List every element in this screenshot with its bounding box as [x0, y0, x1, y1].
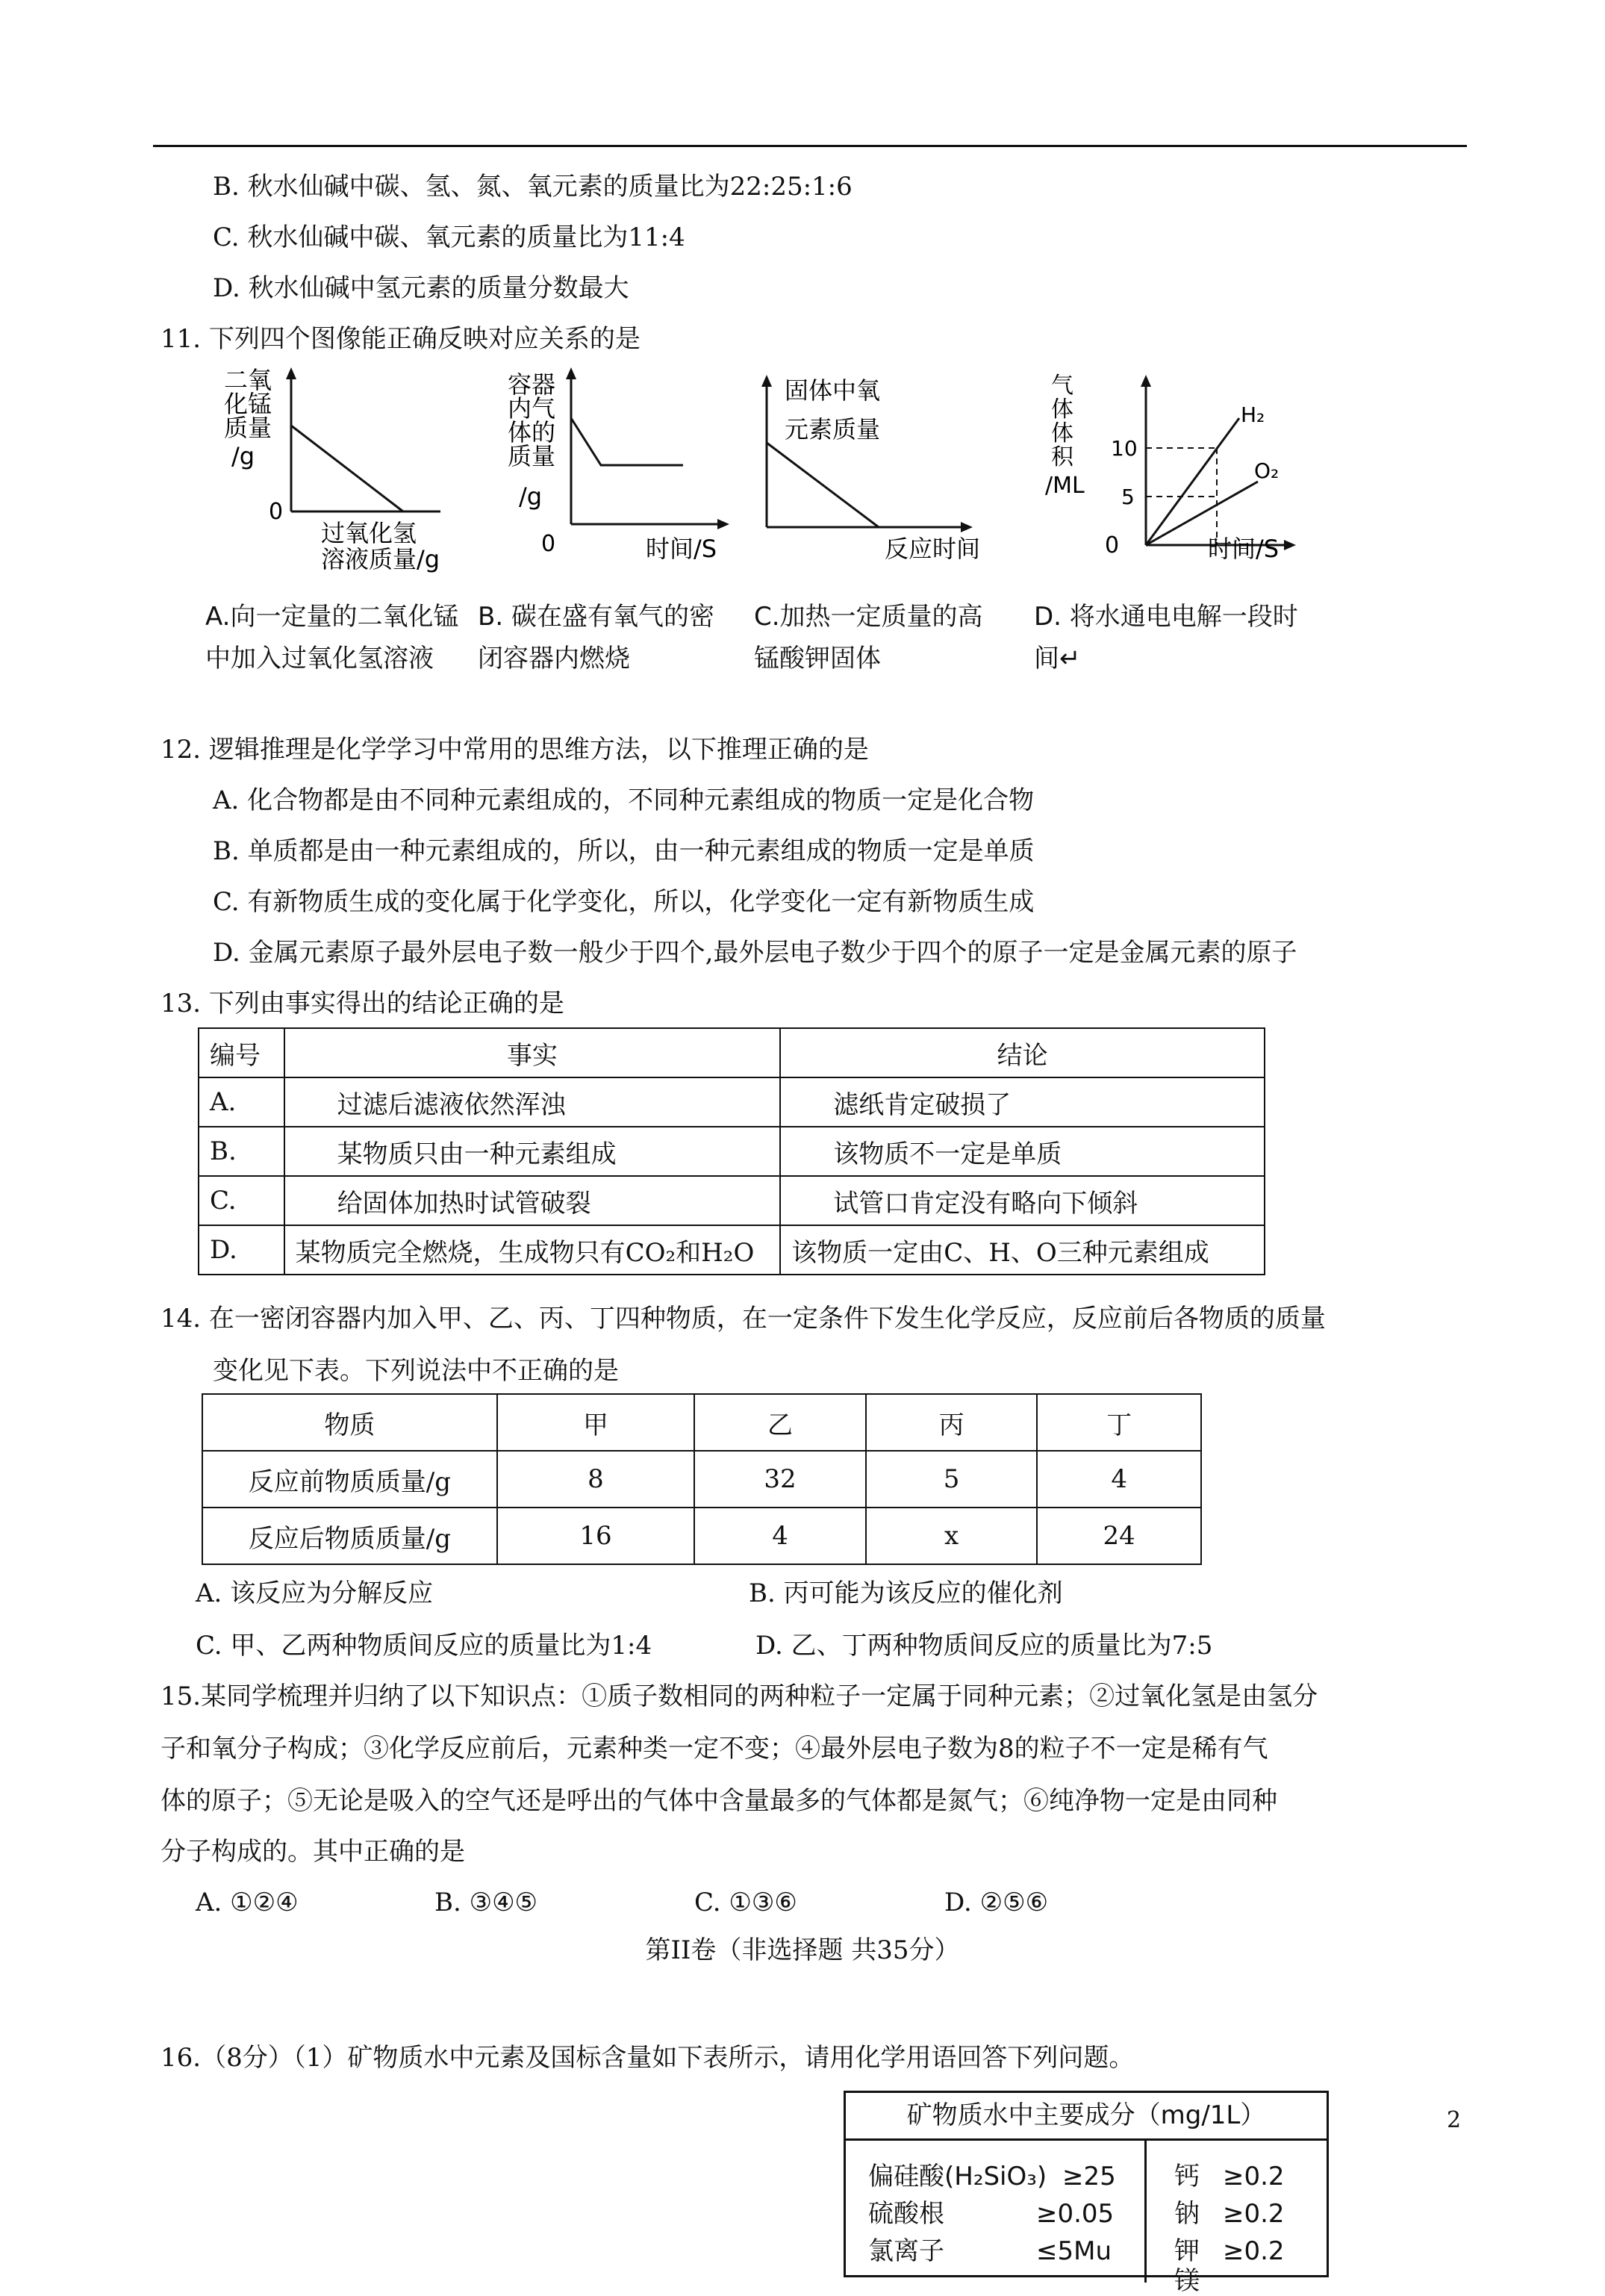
q14-option-d: D. 乙、丁两种物质间反应的质量比为7:5 — [755, 1631, 1213, 1661]
chart-a-caption: A.向一定量的二氧化锰中加入过氧化氢溶液 — [205, 602, 459, 673]
chart-d-xlabel: 时间/S — [1208, 535, 1280, 563]
chart-c-series-line — [767, 443, 879, 527]
q15-line4: 分子构成的。其中正确的是 — [160, 1837, 465, 1867]
chart-d-series-h2 — [1146, 418, 1239, 545]
q12-option-a: A. 化合物都是由不同种元素组成的，不同种元素组成的物质一定是化合物 — [213, 785, 1035, 815]
mineral-table-title: 矿物质水中主要成分（mg/1L） — [846, 2093, 1327, 2141]
mineral-right-name: 钙 — [1174, 2162, 1200, 2191]
chart-d-ylabel-2: 体 — [1051, 396, 1073, 423]
table-header-row — [199, 1028, 1265, 1077]
table-cell: 滤纸肯定破损了 — [780, 1077, 1265, 1127]
q10-option-c: C. 秋水仙碱中碳、氧元素的质量比为11:4 — [213, 223, 685, 252]
table-row — [199, 1225, 1265, 1275]
chart-b-x-arrow — [717, 519, 729, 529]
chart-b-xlabel: 时间/S — [646, 535, 717, 563]
chart-a-ylabel-4: /g — [231, 442, 255, 470]
table-cell: D. — [199, 1225, 284, 1275]
chart-a — [216, 366, 470, 585]
chart-c-y-arrow — [761, 375, 772, 387]
q13-table — [198, 1027, 1265, 1275]
table-cell: 该物质一定由C、H、O三种元素组成 — [780, 1225, 1265, 1275]
chart-d-legend-o2: O₂ — [1254, 458, 1280, 483]
table-cell: 24 — [1037, 1508, 1201, 1564]
chart-a-xlabel-1: 过氧化氢 — [321, 519, 417, 547]
chart-d-ytick-5: 5 — [1121, 485, 1135, 509]
q11-stem: 11. 下列四个图像能正确反映对应关系的是 — [160, 324, 641, 354]
table-cell: 5 — [866, 1451, 1038, 1508]
q12-option-b: B. 单质都是由一种元素组成的，所以，由一种元素组成的物质一定是单质 — [213, 836, 1035, 866]
section-title: 第II卷（非选择题 共35分） — [645, 1935, 960, 1965]
chart-a-ylabel-1: 二氧 — [224, 366, 272, 394]
chart-b-ylabel-2: 内气 — [508, 394, 556, 423]
chart-d-ylabel-1: 气 — [1051, 373, 1073, 399]
q15-option-d: D. ②⑤⑥ — [944, 1888, 1049, 1917]
mineral-left-value: ≤5Mu — [1036, 2236, 1112, 2266]
table-cell: 8 — [497, 1451, 694, 1508]
chart-d-ylabel-4: 积 — [1051, 444, 1073, 470]
chart-b-caption: B. 碳在盛有氧气的密闭容器内燃烧 — [478, 602, 714, 673]
chart-d-y-arrow — [1141, 375, 1151, 387]
chart-b-ylabel-4: 质量 — [508, 442, 556, 470]
chart-b-ylabel-5: /g — [519, 482, 543, 511]
table-row — [199, 1127, 1265, 1176]
mineral-table-divider — [1144, 2141, 1147, 2283]
table-cell: x — [866, 1508, 1038, 1564]
chart-d-legend-h2: H₂ — [1241, 402, 1265, 427]
chart-d-caption: D. 将水通电电解一段时间↵ — [1034, 602, 1298, 673]
chart-c-xlabel: 反应时间 — [885, 535, 981, 563]
table-cell: 试管口肯定没有略向下倾斜 — [780, 1176, 1265, 1225]
table-cell: 反应前物质质量/g — [202, 1451, 497, 1508]
chart-a-y-arrow — [286, 367, 296, 379]
table-cell: 32 — [694, 1451, 866, 1508]
table-cell: 4 — [1037, 1451, 1201, 1508]
chart-a-origin: 0 — [269, 499, 284, 525]
chart-d-x-arrow — [1284, 540, 1296, 550]
table-row — [199, 1176, 1265, 1225]
q12-option-c: C. 有新物质生成的变化属于化学变化，所以，化学变化一定有新物质生成 — [213, 887, 1035, 917]
table-row — [202, 1508, 1201, 1564]
mineral-right-name: 钾 — [1174, 2236, 1200, 2266]
chart-c — [743, 366, 1012, 585]
table-cell: 过滤后滤液依然浑浊 — [284, 1077, 781, 1127]
table-cell: 某物质只由一种元素组成 — [284, 1127, 781, 1176]
q16-stem: 16.（8分）（1）矿物质水中元素及国标含量如下表所示，请用化学用语回答下列问题。 — [160, 2043, 1135, 2073]
table-header-cell: 丁 — [1037, 1394, 1201, 1451]
table-cell: 给固体加热时试管破裂 — [284, 1176, 781, 1225]
table-row — [199, 1077, 1265, 1127]
chart-d-origin: 0 — [1105, 532, 1120, 559]
table-header-cell: 甲 — [497, 1394, 694, 1451]
q15-option-b: B. ③④⑤ — [434, 1888, 538, 1917]
q15-option-a: A. ①②④ — [196, 1888, 299, 1917]
q15-line2: 子和氧分子构成；③化学反应前后，元素种类一定不变；④最外层电子数为8的粒子不一定是稀有气 — [160, 1734, 1268, 1764]
chart-b-origin: 0 — [541, 531, 556, 557]
q10-option-d: D. 秋水仙碱中氢元素的质量分数最大 — [213, 273, 629, 303]
chart-a-ylabel-2: 化锰 — [224, 390, 272, 418]
q14-option-b: B. 丙可能为该反应的催化剂 — [749, 1578, 1063, 1608]
table-header-cell: 事实 — [284, 1028, 781, 1077]
chart-b — [496, 366, 743, 585]
chart-b-ylabel-3: 体的 — [508, 418, 556, 447]
table-cell: 16 — [497, 1508, 694, 1564]
chart-a-xlabel-2: 溶液质量/g — [321, 545, 440, 573]
mineral-water-table — [844, 2091, 1329, 2296]
chart-c-x-arrow — [961, 522, 973, 532]
chart-b-ylabel-1: 容器 — [508, 370, 556, 399]
table-header-cell: 结论 — [780, 1028, 1265, 1077]
chart-b-y-arrow — [566, 367, 576, 379]
q12-option-d: D. 金属元素原子最外层电子数一般少于四个,最外层电子数少于四个的原子一定是金属元素的原子 — [213, 938, 1297, 968]
mineral-right-value: ≥0.2 — [1223, 2199, 1285, 2229]
mineral-left-name: 氯离子 — [868, 2236, 944, 2266]
q14-option-c: C. 甲、乙两种物质间反应的质量比为1:4 — [196, 1631, 652, 1661]
table-cell: 反应后物质质量/g — [202, 1508, 497, 1564]
q10-option-b: B. 秋水仙碱中碳、氢、氮、氧元素的质量比为22:25:1:6 — [213, 172, 853, 202]
table-cell: 某物质完全燃烧，生成物只有CO₂和H₂O — [284, 1225, 781, 1275]
q13-stem: 13. 下列由事实得出的结论正确的是 — [160, 989, 564, 1018]
chart-c-ylabel-2: 元素质量 — [785, 415, 881, 444]
q14-option-a: A. 该反应为分解反应 — [196, 1578, 434, 1608]
q15-line3: 体的原子；⑤无论是吸入的空气还是呼出的气体中含量最多的气体都是氮气；⑥纯净物一定是由同种 — [160, 1786, 1277, 1816]
table-header-cell: 乙 — [694, 1394, 866, 1451]
table-header-row — [202, 1394, 1201, 1451]
chart-c-caption: C.加热一定质量的高锰酸钾固体 — [754, 602, 983, 673]
table-header-cell: 丙 — [866, 1394, 1038, 1451]
chart-c-ylabel-1: 固体中氧 — [785, 376, 881, 405]
chart-d-ylabel-3: 体 — [1051, 420, 1073, 447]
table-cell: 该物质不一定是单质 — [780, 1127, 1265, 1176]
chart-d — [1030, 366, 1314, 585]
q14-stem-line2: 变化见下表。下列说法中不正确的是 — [213, 1356, 619, 1386]
mineral-left-value: ≥25 — [1062, 2162, 1116, 2191]
chart-d-ylabel-5: /ML — [1045, 473, 1085, 499]
table-cell: C. — [199, 1176, 284, 1225]
mineral-right-value: ≥0.2 — [1223, 2236, 1285, 2266]
table-cell: B. — [199, 1127, 284, 1176]
q14-table — [202, 1393, 1202, 1565]
table-header-cell: 编号 — [199, 1028, 284, 1077]
q15-option-c: C. ①③⑥ — [694, 1888, 797, 1917]
q12-stem: 12. 逻辑推理是化学学习中常用的思维方法，以下推理正确的是 — [160, 735, 869, 765]
page-number: 2 — [1447, 2107, 1462, 2133]
table-row — [202, 1451, 1201, 1508]
table-cell: A. — [199, 1077, 284, 1127]
header-rule — [153, 145, 1467, 147]
q14-stem-line1: 14. 在一密闭容器内加入甲、乙、丙、丁四种物质，在一定条件下发生化学反应，反应前后各物质的质量 — [160, 1304, 1326, 1334]
q15-line1: 15.某同学梳理并归纳了以下知识点：①质子数相同的两种粒子一定属于同种元素；②过氧化氢是由氢分 — [160, 1681, 1318, 1711]
mineral-left-name: 硫酸根 — [868, 2199, 944, 2229]
table-header-cell: 物质 — [202, 1394, 497, 1451]
chart-d-ytick-10: 10 — [1111, 436, 1138, 461]
mineral-left-value: ≥0.05 — [1036, 2199, 1115, 2229]
mineral-right-name: 镁 — [1174, 2266, 1200, 2296]
chart-a-ylabel-3: 质量 — [224, 414, 272, 442]
mineral-right-value: ≥0.2 — [1223, 2162, 1285, 2191]
chart-b-series-line — [571, 418, 683, 465]
table-cell: 4 — [694, 1508, 866, 1564]
mineral-left-name: 偏硅酸(H₂SiO₃) — [868, 2162, 1047, 2191]
mineral-right-name: 钠 — [1174, 2199, 1200, 2229]
chart-a-series-line — [291, 426, 403, 511]
